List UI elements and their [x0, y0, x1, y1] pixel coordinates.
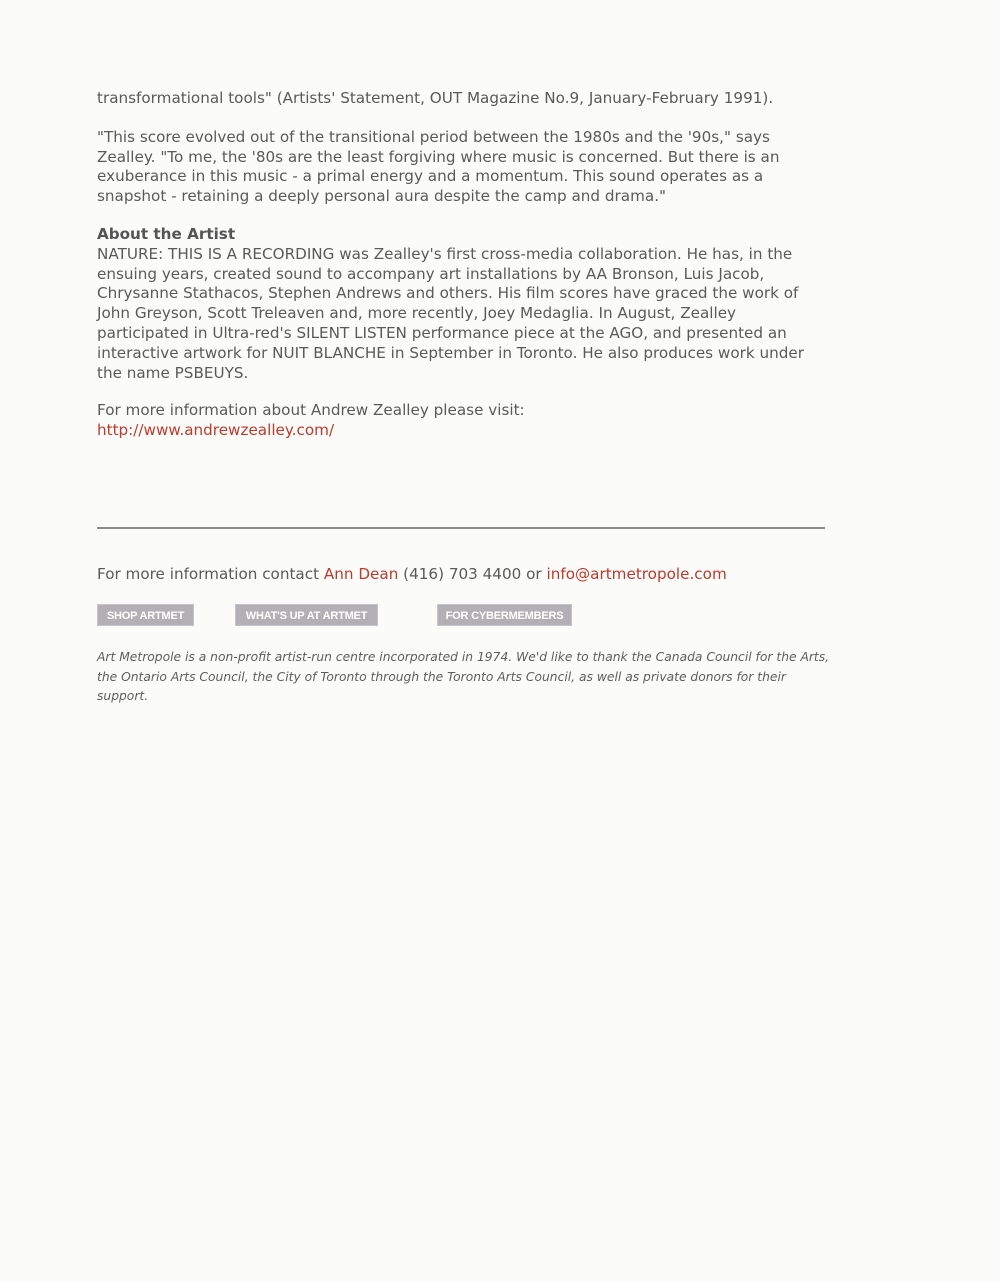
horizontal-divider [97, 527, 825, 529]
more-info-text: For more information about Andrew Zealley please visit: [97, 401, 525, 420]
more-info-paragraph [97, 401, 832, 441]
paragraph-quote: "This score evolved out of the transitional period between the 1980s and the '90s," says Zealley. "To me, the '80s are the least forgiving where music is concerned. But there is an exuberance in this music - a primal energy and a momentum. This sound operates as a snapshot - retaining a deeply personal aura despite the camp and drama." [97, 127, 780, 206]
shop-artmet-button[interactable]: SHOP ARTMET [97, 604, 194, 626]
contact-prefix: For more information contact [97, 565, 320, 583]
for-cybermembers-button[interactable]: FOR CYBERMEMBERS [437, 604, 572, 626]
paragraph-statement-end: transformational tools" (Artists' Statement, OUT Magazine No.9, January-February 1991). [97, 89, 774, 107]
artist-website-link[interactable]: http://www.andrewzealley.com/ [97, 421, 335, 440]
footer-acknowledgement: Art Metropole is a non-profit artist-run centre incorporated in 1974. We'd like to thank the Canada Council for the Arts, the Ontario Arts Council, the City of Toronto through the Toronto Arts Council, as well as private donors for their support. [97, 650, 830, 704]
whats-up-at-artmet-button[interactable]: WHAT'S UP AT ARTMET [235, 604, 378, 626]
about-artist-heading: About the Artist [97, 224, 236, 243]
contact-name-link[interactable]: Ann Dean [323, 565, 399, 583]
contact-or: or [526, 565, 542, 583]
article-body [97, 89, 832, 441]
contact-phone: (416) 703 4400 [403, 565, 522, 583]
contact-email-link[interactable]: info@artmetropole.com [546, 565, 727, 583]
paragraph-bio: NATURE: THIS IS A RECORDING was Zealley's first cross-media collaboration. He has, in the ensuing years, created sound to accompany art installations by AA Bronson, Luis Jacob, Chrysanne Stathacos, Stephen Andrews and others. His film scores have graced the work of John Greyson, Scott Treleaven and, more recently, Joey Medaglia. In August, Zealley participated in Ultra-red's SILENT LISTEN performance piece at the AGO, and presented an interactive artwork for NUIT BLANCHE in September in Toronto. He also produces work under the name PSBEUYS. [97, 244, 804, 382]
contact-line [97, 564, 727, 584]
